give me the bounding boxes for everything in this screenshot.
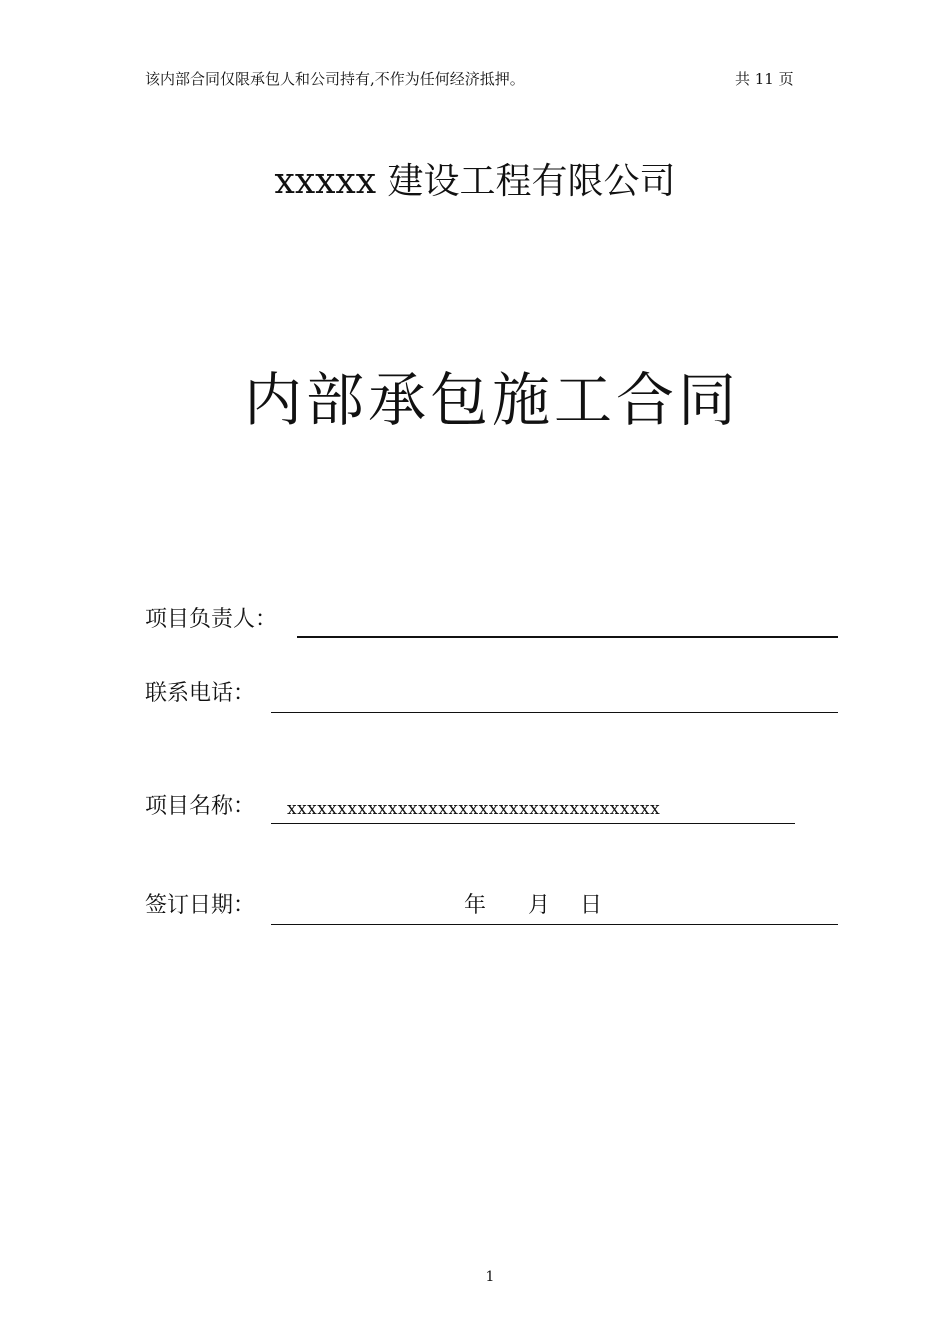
date-month-label: 月 xyxy=(528,893,551,918)
project-name-value: xxxxxxxxxxxxxxxxxxxxxxxxxxxxxxxxxxxxx xyxy=(287,799,661,819)
page-number: 1 xyxy=(485,1269,495,1285)
project-manager-label: 项目负责人： xyxy=(145,607,278,632)
project-name-label: 项目名称： xyxy=(145,794,256,819)
header-disclaimer: 该内部合同仅限承包人和公司持有,不作为任何经济抵押。 xyxy=(145,70,525,88)
signing-date-label: 签订日期： xyxy=(145,893,256,918)
contact-phone-field-line[interactable] xyxy=(271,712,838,713)
date-day-label: 日 xyxy=(580,893,603,918)
date-year-label: 年 xyxy=(464,893,487,918)
header-page-count: 共 11 页 xyxy=(735,70,794,88)
signing-date-field-line[interactable] xyxy=(271,924,838,925)
project-manager-field-line[interactable] xyxy=(297,636,838,638)
contact-phone-label: 联系电话： xyxy=(145,681,256,706)
document-title: 内部承包施工合同 xyxy=(243,366,740,434)
company-name: xxxxx 建设工程有限公司 xyxy=(274,161,676,202)
project-name-field-line[interactable] xyxy=(271,823,795,824)
